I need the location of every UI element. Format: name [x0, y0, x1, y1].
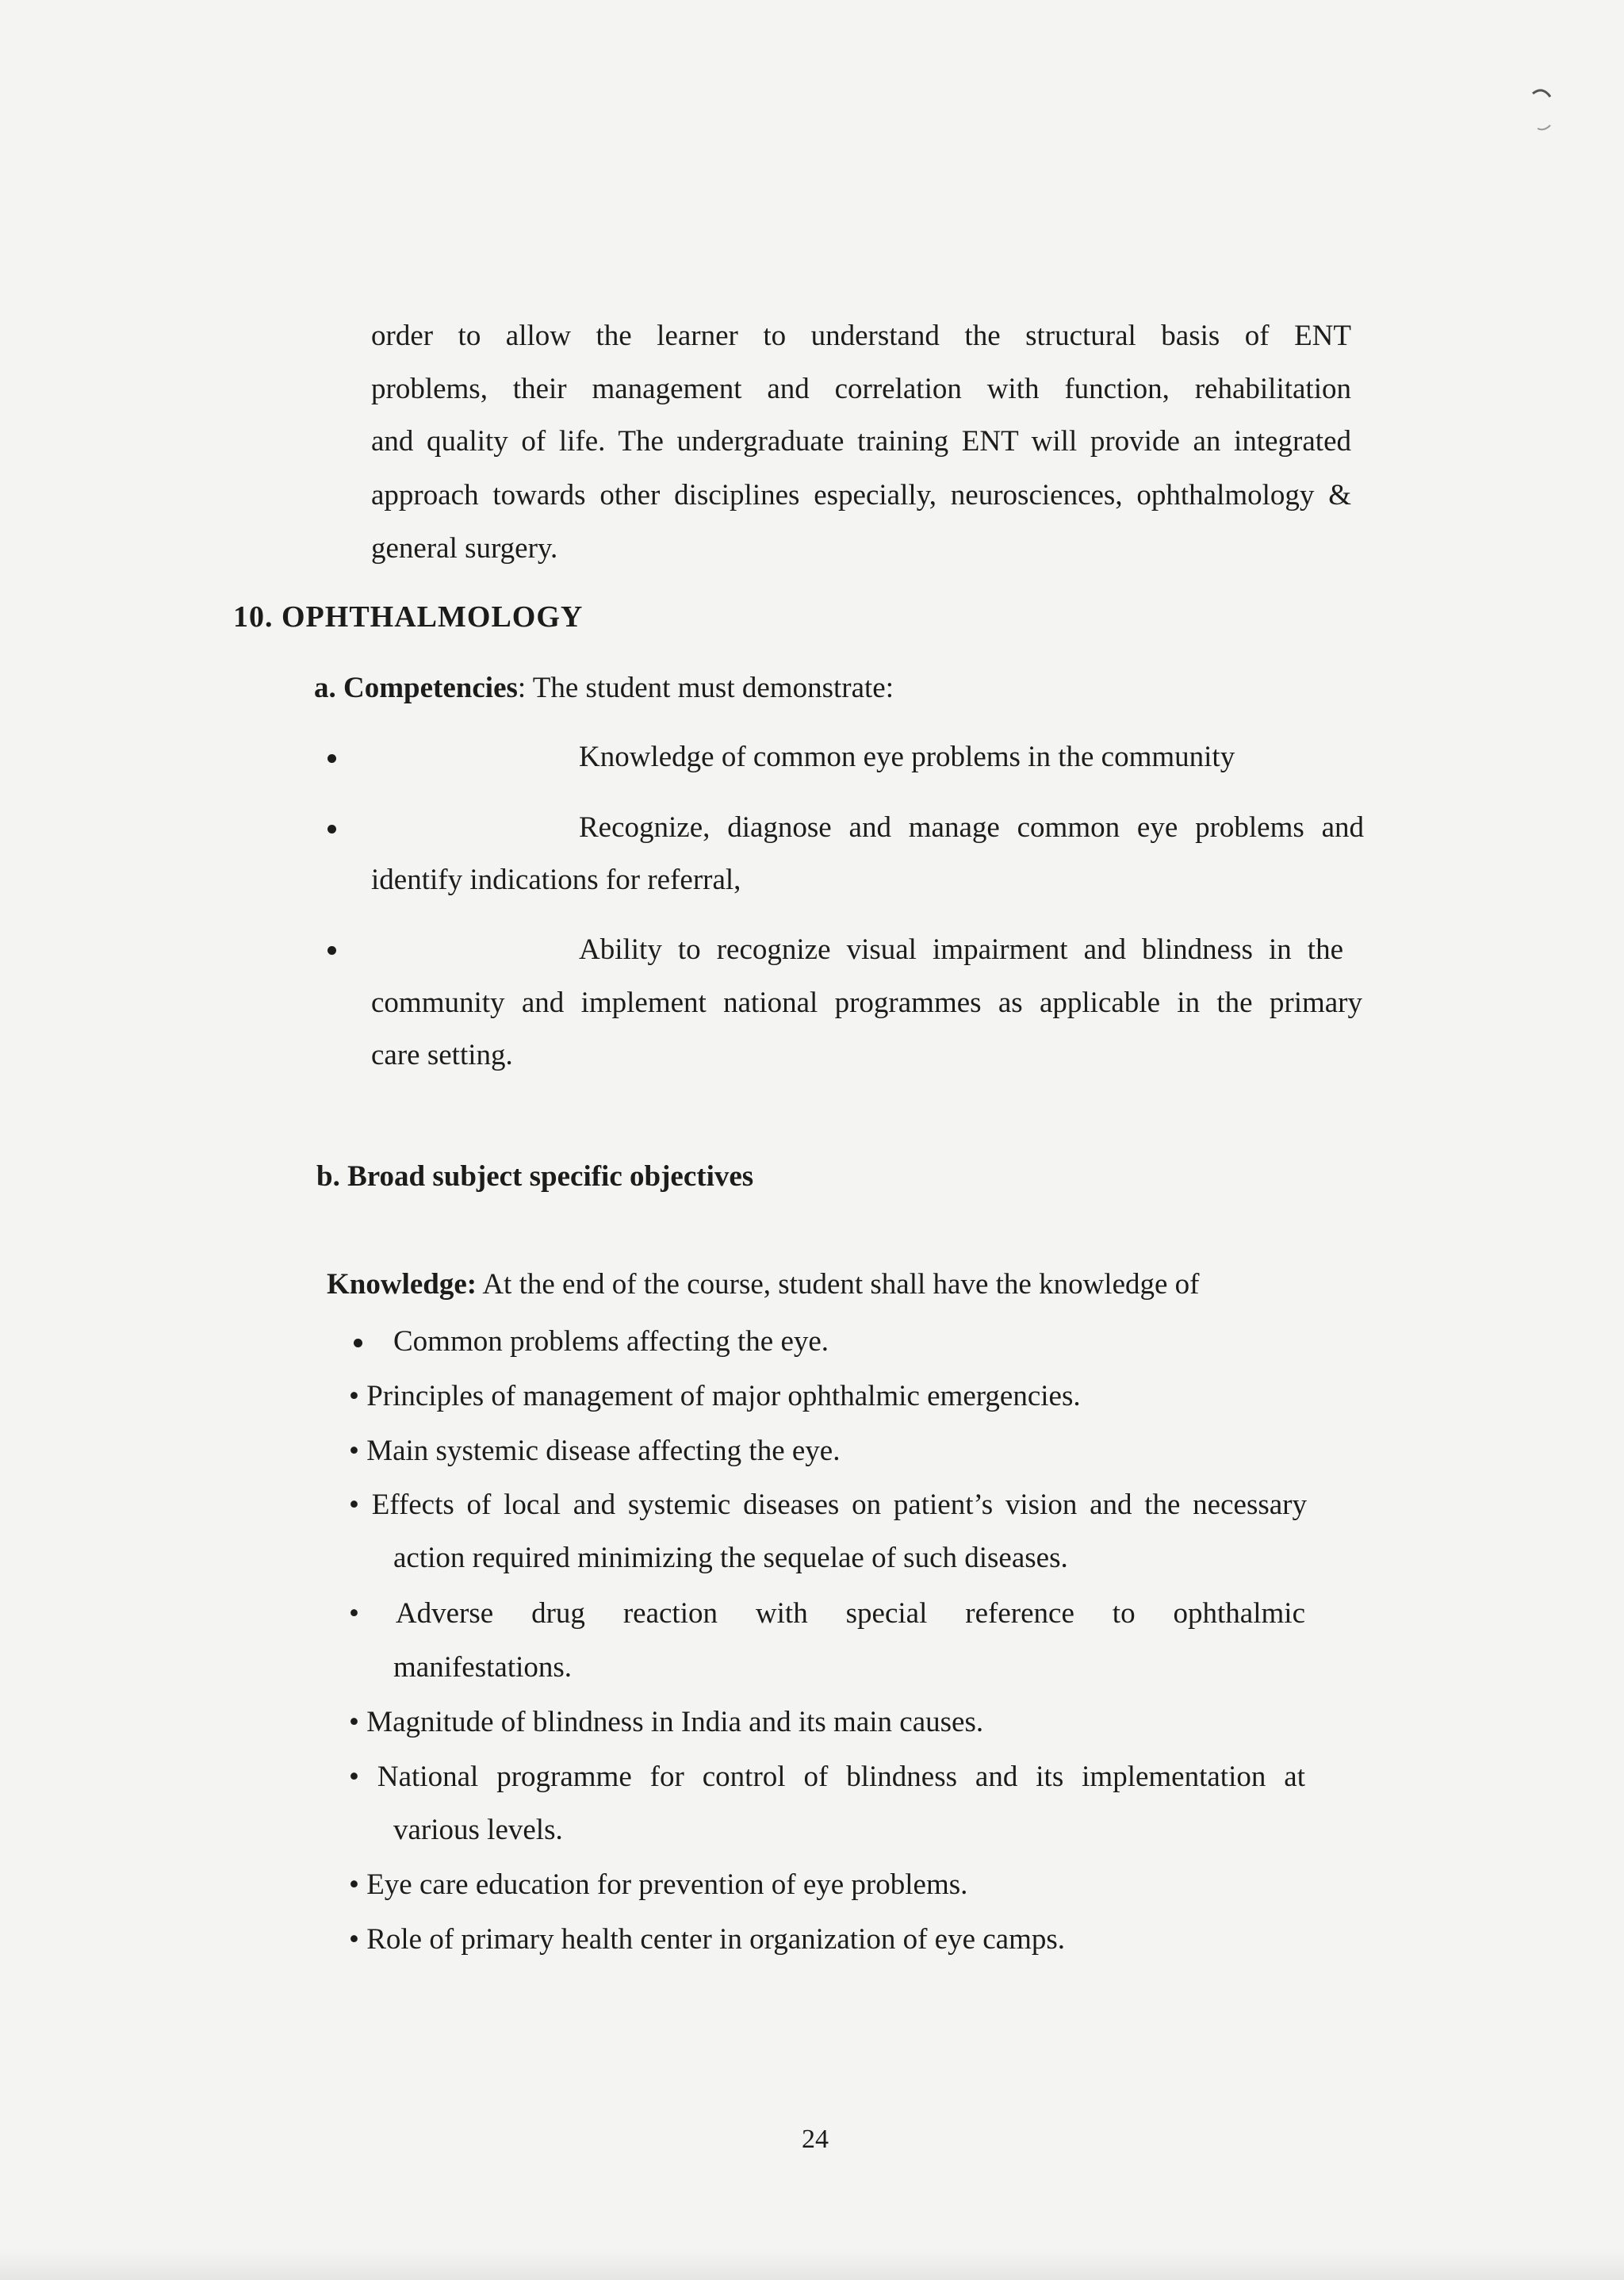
competency-item-3-cont: community and implement national programmes as applicable in the primary: [371, 987, 1362, 1019]
page-number: 24: [802, 2125, 829, 2154]
competencies-intro: [314, 671, 894, 706]
scan-mark-icon: [1526, 79, 1558, 143]
knowledge-item-cont: various levels.: [393, 1814, 563, 1846]
bullet-dot: [327, 946, 336, 955]
section-heading: [233, 600, 583, 634]
knowledge-item: • Eye care education for prevention of eye problems.: [349, 1868, 968, 1901]
knowledge-item: • National programme for control of blindness and its implementation at: [349, 1761, 1305, 1793]
knowledge-item: Common problems affecting the eye.: [393, 1325, 829, 1358]
knowledge-label: Knowledge:: [327, 1268, 477, 1301]
competency-item-3-end: care setting.: [371, 1039, 513, 1071]
intro-line-4: approach towards other disciplines especially, neurosciences, ophthalmology &: [371, 479, 1351, 512]
knowledge-item-cont: action required minimizing the sequelae of such diseases.: [393, 1542, 1068, 1574]
knowledge-intro: [327, 1267, 1200, 1302]
knowledge-item: • Magnitude of blindness in India and its main causes.: [349, 1706, 984, 1738]
competency-item-3: Ability to recognize visual impairment and blindness in the: [579, 933, 1343, 966]
knowledge-text: At the end of the course, student shall have the knowledge of: [477, 1268, 1200, 1301]
intro-line-1: order to allow the learner to understand the structural basis of ENT: [371, 320, 1351, 352]
intro-line-5: general surgery.: [371, 532, 558, 565]
knowledge-item-cont: manifestations.: [393, 1651, 573, 1684]
bullet-dot: [327, 825, 336, 833]
knowledge-item: • Effects of local and systemic diseases on patient’s vision and the necessary: [349, 1489, 1307, 1521]
knowledge-item: • Principles of management of major ophthalmic emergencies.: [349, 1380, 1081, 1412]
bullet-dot: [327, 754, 336, 763]
intro-line-3: and quality of life. The undergraduate training ENT will provide an integrated: [371, 425, 1351, 458]
objectives-title: b. Broad subject specific objectives: [316, 1160, 754, 1193]
bullet-dot: [354, 1339, 362, 1347]
competencies-text: : The student must demonstrate:: [517, 672, 894, 704]
knowledge-item: • Main systemic disease affecting the eye.: [349, 1435, 841, 1467]
knowledge-item: • Adverse drug reaction with special reference to ophthalmic: [349, 1597, 1305, 1630]
competency-item-2: Recognize, diagnose and manage common eye problems and: [579, 811, 1364, 844]
page-bottom-shadow: [0, 2248, 1624, 2280]
competency-item-2-cont: identify indications for referral,: [371, 864, 741, 896]
knowledge-item: • Role of primary health center in organization of eye camps.: [349, 1923, 1066, 1956]
competency-item-1: Knowledge of common eye problems in the community: [579, 741, 1235, 773]
intro-line-2: problems, their management and correlation with function, rehabilitation: [371, 373, 1351, 405]
section-number: 10.: [233, 600, 274, 634]
competencies-label: a. Competencies: [314, 672, 518, 704]
section-title: OPHTHALMOLOGY: [282, 600, 584, 634]
